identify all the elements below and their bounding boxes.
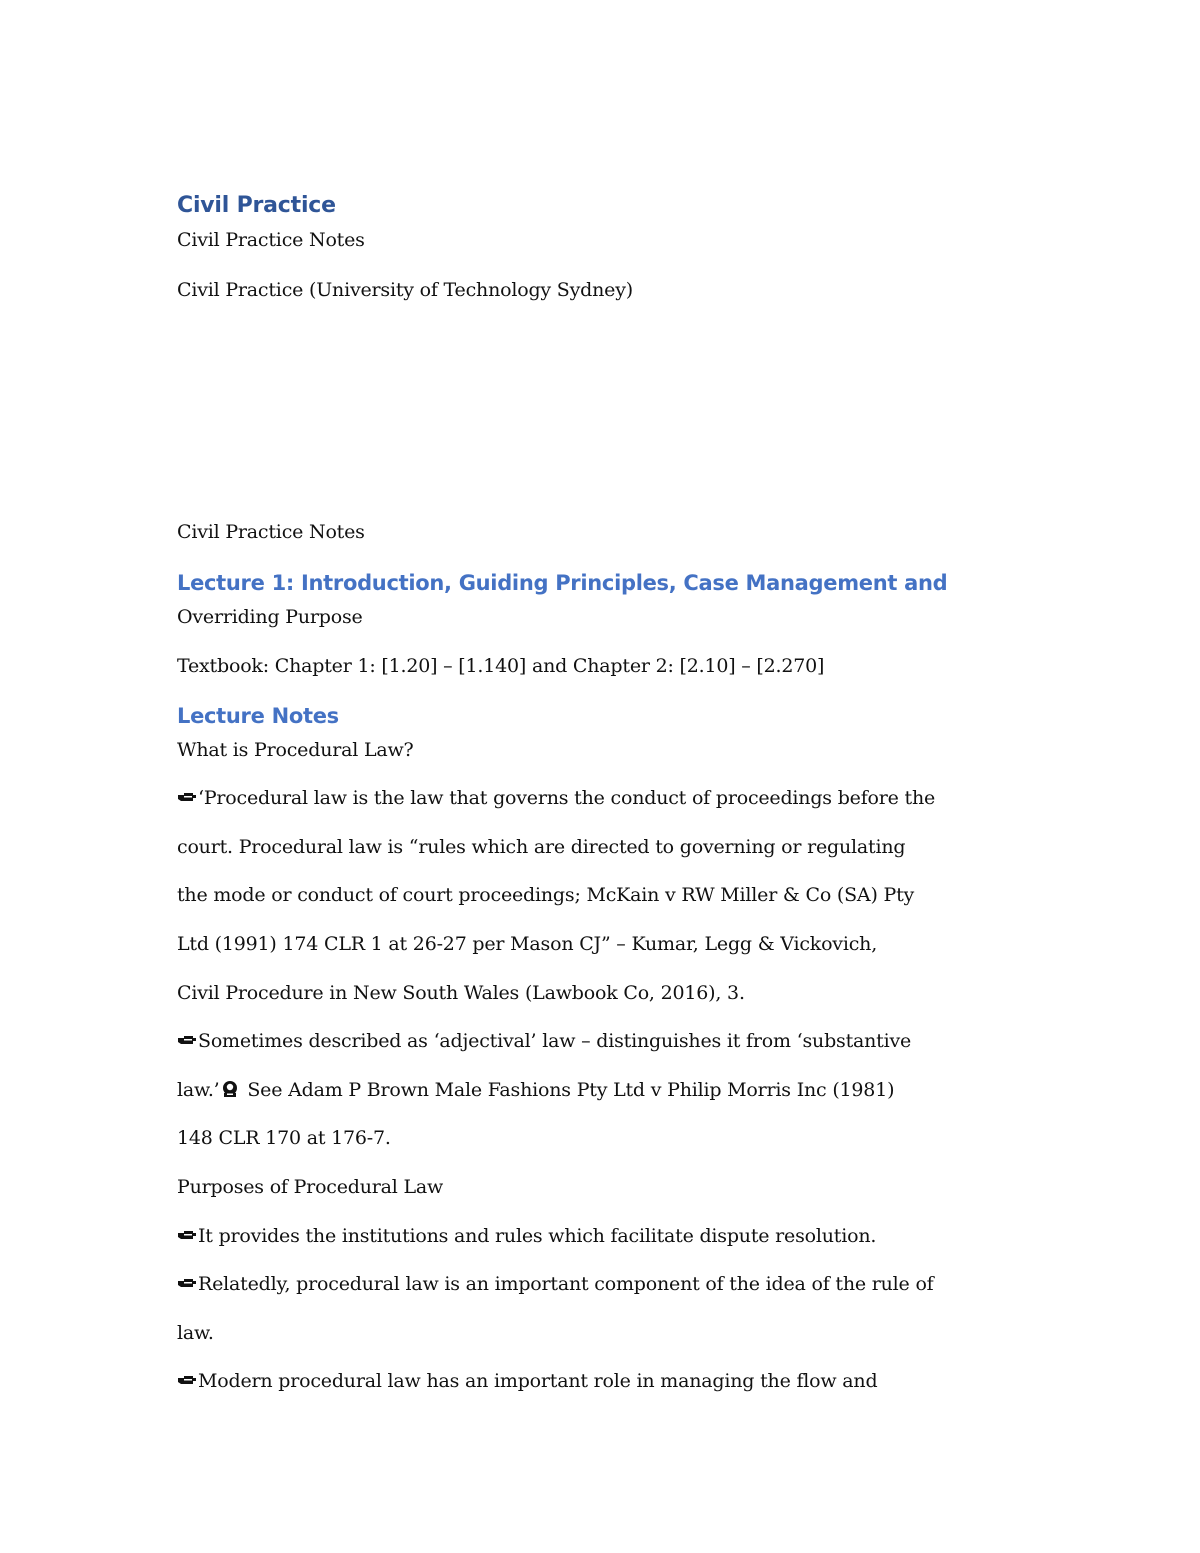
pointing-hand-icon [177,788,197,804]
lecture-notes-heading: Lecture Notes [177,704,339,728]
pointing-hand-icon [177,1031,197,1047]
paragraph-line: 148 CLR 170 at 176-7. [177,1127,391,1149]
bullet-paragraph [177,1030,911,1052]
textbook-reference: Textbook: Chapter 1: [1.20] – [1.140] and Chapter 2: [2.10] – [2.270] [177,655,825,677]
pointing-hand-icon [177,1274,197,1290]
judge-icon [220,1080,240,1098]
paragraph-line [177,1079,894,1101]
lecture-heading-continued: Overriding Purpose [177,606,363,628]
bullet-paragraph [177,1225,876,1247]
paragraph-text: ‘Procedural law is the law that governs the conduct of proceedings before the [198,787,936,809]
notes-label: Civil Practice Notes [177,521,365,543]
pointing-hand-icon [177,1371,197,1387]
paragraph-text: Modern procedural law has an important role in managing the flow and [198,1370,878,1392]
bullet-paragraph [177,1370,877,1392]
paragraph-text: It provides the institutions and rules which facilitate dispute resolution. [198,1225,877,1247]
paragraph-line: law. [177,1322,214,1344]
document-subtitle: Civil Practice Notes [177,229,365,251]
question-heading: Purposes of Procedural Law [177,1176,444,1198]
lecture-heading: Lecture 1: Introduction, Guiding Principles, Case Management and [177,571,948,595]
bullet-paragraph [177,787,935,809]
paragraph-line: Ltd (1991) 174 CLR 1 at 26-27 per Mason CJ” – Kumar, Legg & Vickovich, [177,933,878,955]
paragraph-line: court. Procedural law is “rules which are directed to governing or regulating [177,836,906,858]
question-heading: What is Procedural Law? [177,739,414,761]
paragraph-text: Relatedly, procedural law is an important component of the idea of the rule of [198,1273,934,1295]
bullet-paragraph [177,1273,934,1295]
paragraph-line: Civil Procedure in New South Wales (Lawbook Co, 2016), 3. [177,982,745,1004]
paragraph-text: Sometimes described as ‘adjectival’ law – distinguishes it from ‘substantive [198,1030,912,1052]
paragraph-text: law.’ [177,1079,220,1101]
document-source: Civil Practice (University of Technology Sydney) [177,279,633,301]
paragraph-line: the mode or conduct of court proceedings; McKain v RW Miller & Co (SA) Pty [177,884,915,906]
paragraph-text: See Adam P Brown Male Fashions Pty Ltd v Philip Morris Inc (1981) [241,1079,895,1101]
document-title: Civil Practice [177,193,336,218]
pointing-hand-icon [177,1226,197,1242]
